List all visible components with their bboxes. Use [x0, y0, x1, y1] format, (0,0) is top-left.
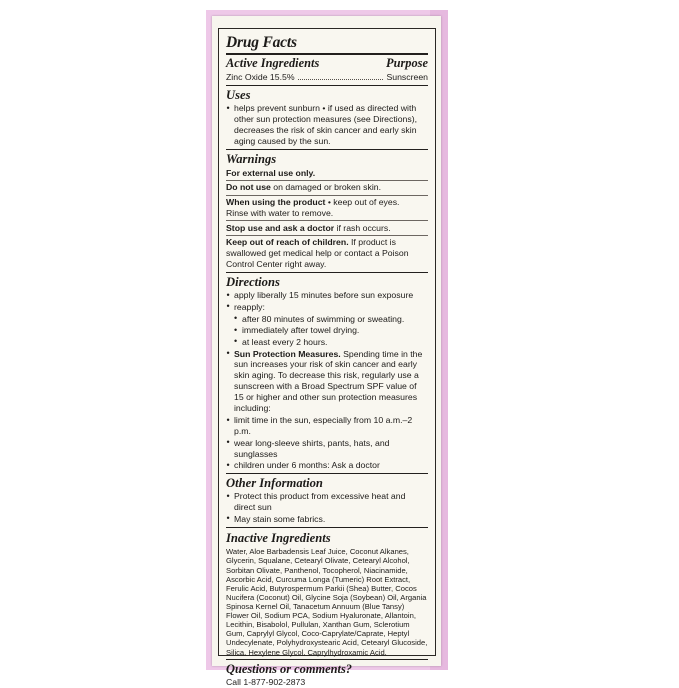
keep-out-text: If product is swallowed get medical help or contact a Poison Control Center right away.: [226, 237, 409, 269]
drug-facts-panel: [218, 28, 436, 687]
active-ingredients-heading: Active Ingredients: [226, 56, 320, 71]
directions-sublist: [226, 314, 428, 348]
warnings-heading: Warnings: [226, 152, 277, 167]
when-using-text: • keep out of eyes.: [325, 197, 400, 208]
list-item: • at least every 2 hours.: [226, 337, 428, 348]
divider-med-directions: [226, 272, 428, 273]
active-ingredient-name: Zinc Oxide 15.5%: [226, 71, 295, 82]
divider-med-inactive: [226, 527, 428, 528]
list-item: • helps prevent sunburn • if used as directed with other sun protection measures (see Directions), decreases the risk of skin cancer and early skin aging caused by the sun.: [226, 103, 428, 147]
divider-thick: [226, 53, 428, 55]
list-item: • children under 6 months: Ask a doctor: [226, 460, 428, 471]
other-information-heading: Other Information: [226, 476, 323, 490]
divider-hair-1: [226, 180, 428, 181]
active-ingredient-row: [226, 72, 428, 83]
list-item: • May stain some fabrics.: [226, 514, 428, 525]
active-ingredients-header: [226, 57, 428, 71]
spm-label: Sun Protection Measures.: [234, 348, 341, 359]
directions-tail-list: [226, 415, 428, 471]
sun-protection-measures: [226, 349, 428, 415]
list-item: [226, 349, 428, 415]
uses-heading: Uses: [226, 87, 251, 102]
warnings-when-using-second: Rinse with water to remove.: [226, 207, 334, 218]
list-item: • after 80 minutes of swimming or sweating.: [226, 314, 428, 325]
questions-phone: Call 1-877-902-2873: [226, 676, 306, 687]
warnings-external-use: For external use only.: [226, 167, 316, 178]
keep-out-label: Keep out of reach of children.: [226, 237, 349, 248]
divider-hair-3: [226, 220, 428, 221]
inactive-ingredients-header: [226, 530, 428, 546]
warnings-do-not-use: [226, 182, 428, 193]
divider-med-other-info: [226, 473, 428, 474]
divider-hair-4: [226, 235, 428, 236]
inactive-ingredients-heading: Inactive Ingredients: [226, 530, 331, 545]
list-item: • wear long-sleeve shirts, pants, hats, and sunglasses: [226, 438, 428, 460]
stop-use-text: if rash occurs.: [334, 222, 391, 233]
list-item: • reapply:: [226, 302, 428, 313]
when-using-label: When using the product: [226, 197, 326, 208]
divider-hair-2: [226, 195, 428, 196]
divider-med-warnings: [226, 149, 428, 150]
active-ingredient-purpose: Sunscreen: [386, 71, 428, 82]
inactive-ingredients-text: Water, Aloe Barbadensis Leaf Juice, Coconut Alkanes, Glycerin, Squalane, Cetearyl Olivate, Cetearyl Alcohol, Sorbitan Olivate, Panthenol, Tocopherol, Niacinamide, Ascorbic Acid, Curcuma Longa (Tumeric) Root Extract, Ferulic Acid, Butyrospermum Parkii (Shea) Butter, Cocos Nucifera (Coconut) Oil, Glycine Soja (Soybean) Oil, Argania Spinosa Kernel Oil, Tanacetum Annuum (Blue Tansy) Flower Oil, Sodium PCA, Sodium Hyaluronate, Allantoin, Lecithin, Bisabolol, Pullulan, Xanthan Gum, Sclerotium Gum, Caprylyl Glycol, Coco-Caprylate/Caprate, Heptyl Undecylenate, Polyhydroxystearic Acid, Cetearyl Glucoside, Silica, Hexylene Glycol, Caprylhydroxamic Acid.: [226, 547, 428, 657]
drug-facts-title: Drug Facts: [226, 34, 297, 51]
do-not-use-label: Do not use: [226, 182, 271, 193]
warnings-when-using: [226, 197, 428, 208]
list-item: • Protect this product from excessive heat and direct sun: [226, 491, 428, 513]
directions-list: [226, 290, 428, 312]
other-information-list: [226, 491, 428, 524]
stop-use-label: Stop use and ask a doctor: [226, 222, 335, 233]
list-item: • limit time in the sun, especially from 10 a.m.–2 p.m.: [226, 415, 428, 437]
warnings-stop-use: [226, 223, 428, 234]
list-item: • apply liberally 15 minutes before sun exposure: [226, 290, 428, 301]
questions-heading: Questions or comments?: [226, 661, 352, 676]
leader-dots: [298, 79, 384, 80]
list-item: • immediately after towel drying.: [226, 325, 428, 336]
purpose-heading: Purpose: [386, 56, 428, 71]
divider-med-questions: [226, 659, 428, 660]
warnings-keep-out-of-reach: [226, 237, 428, 269]
divider-med-uses: [226, 85, 428, 86]
uses-list: [226, 103, 428, 147]
do-not-use-text: on damaged or broken skin.: [270, 182, 381, 193]
directions-heading: Directions: [226, 274, 280, 289]
spm-text: Spending time in the sun increases your risk of skin cancer and early skin aging. To decrease this risk, regularly use a sunscreen with a Broad Spectrum SPF value of 15 or higher and other sun protection measures including:: [234, 348, 423, 414]
